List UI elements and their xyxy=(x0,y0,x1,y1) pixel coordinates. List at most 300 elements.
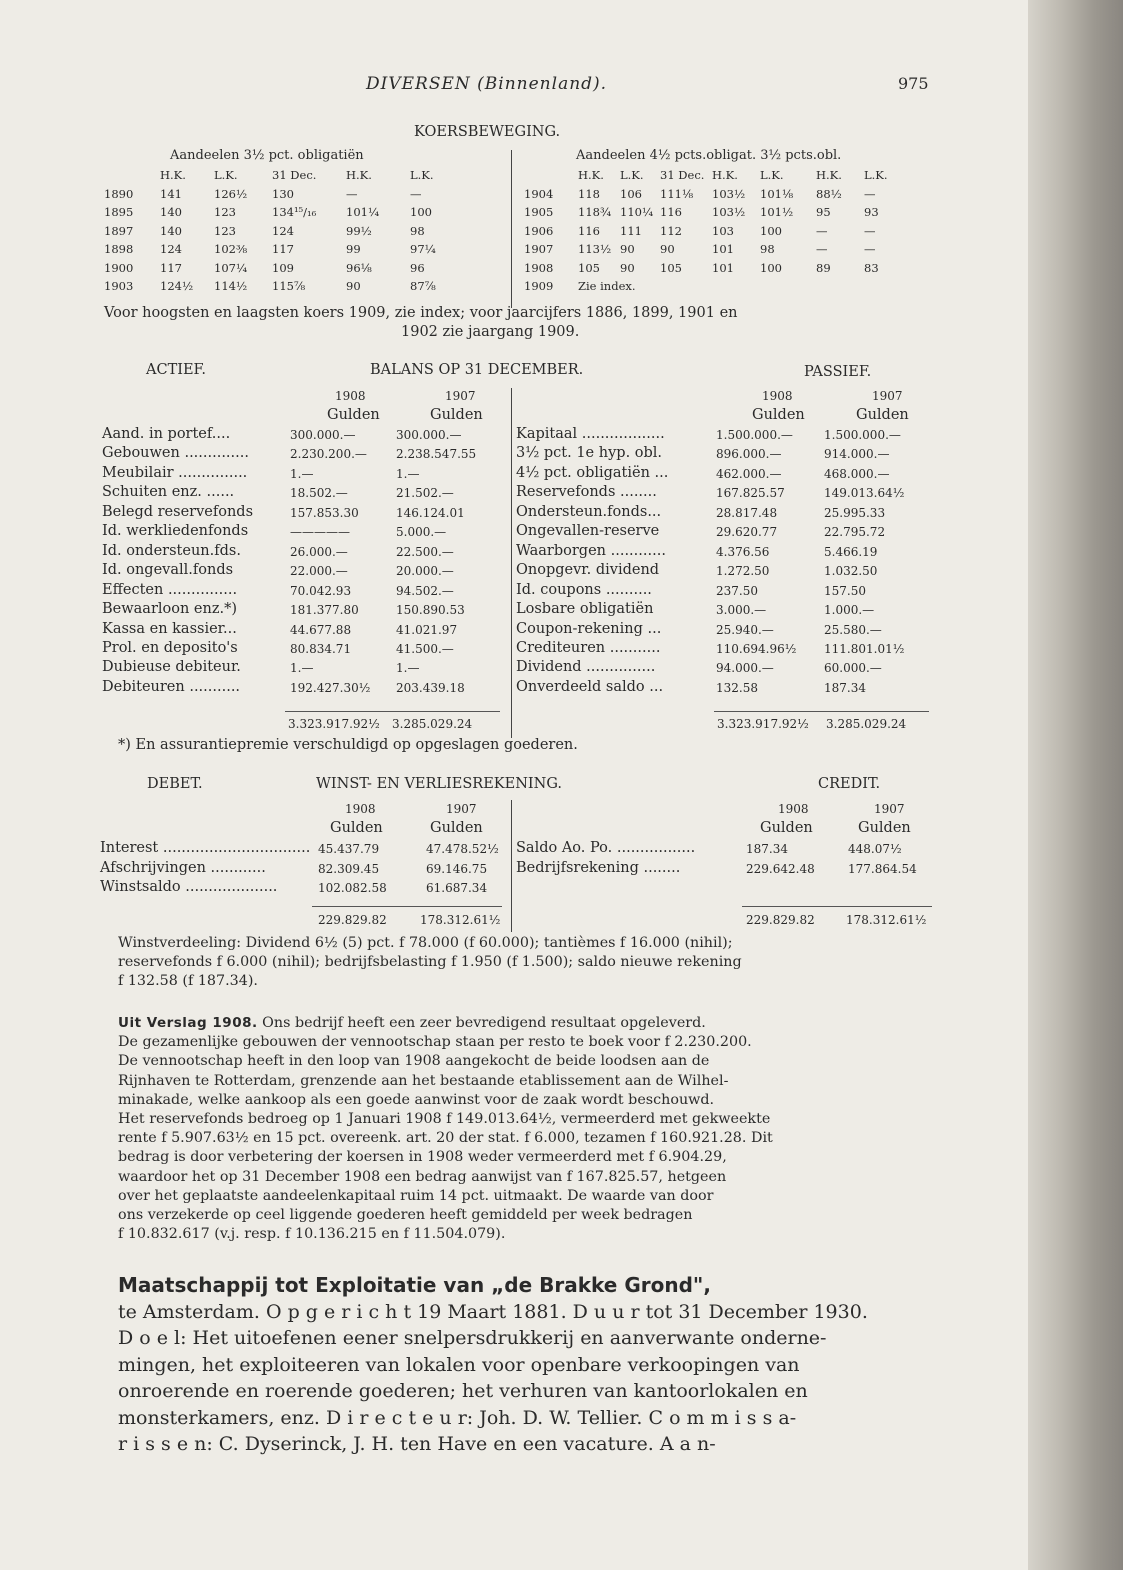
koers-cell: 101 xyxy=(712,260,734,275)
koers-cell: 88½ xyxy=(816,186,842,201)
col-head: L.K. xyxy=(760,168,784,183)
winst-divider xyxy=(511,800,512,932)
koers-cell: 89 xyxy=(816,260,831,275)
page-number: 975 xyxy=(898,74,929,93)
winst-year-2: 1907 xyxy=(446,802,477,816)
koers-title: KOERSBEWEGING. xyxy=(414,124,561,140)
balans-total-right-1908: 3.323.917.92½ xyxy=(717,717,809,731)
ledger-row xyxy=(516,840,936,860)
koers-note-1: Voor hoogsten en laagsten koers 1909, zie index; voor jaarcijfers 1886, 1899, 1901 en xyxy=(104,305,738,321)
ledger-value-1907: 149.013.64½ xyxy=(824,486,905,501)
koers-cell: 101½ xyxy=(760,205,794,220)
ledger-label: Crediteuren ........... xyxy=(516,639,661,656)
winst-title: WINST- EN VERLIESREKENING. xyxy=(316,776,562,792)
koers-row xyxy=(524,240,904,259)
col-head: H.K. xyxy=(816,168,842,183)
ledger-value-1907: 300.000.— xyxy=(396,428,462,442)
text-line: bedrag is door verbetering der koersen in 1908 weder vermeerderd met f 6.904.29, xyxy=(118,1149,727,1166)
koers-cell: 1906 xyxy=(524,223,554,238)
ledger-row xyxy=(516,562,936,582)
ledger-row xyxy=(516,621,936,641)
koers-row xyxy=(104,185,460,204)
ledger-row xyxy=(102,640,507,660)
koers-cell: 117 xyxy=(160,260,182,275)
balans-unit-r1: Gulden xyxy=(752,407,805,423)
ledger-row xyxy=(102,621,507,641)
koers-cell: 87⅞ xyxy=(410,279,436,294)
ledger-label: Winstsaldo .................... xyxy=(100,879,278,895)
koers-cell: 90 xyxy=(620,260,635,275)
koers-cell: 140 xyxy=(160,223,182,238)
balans-unit-1: Gulden xyxy=(327,407,380,423)
balans-footnote: *) En assurantiepremie verschuldigd op opgeslagen goederen. xyxy=(118,737,578,753)
koers-right-head: Aandeelen 4½ pcts.obligat. 3½ pcts.obl. xyxy=(576,148,842,163)
ledger-value-1908: ————— xyxy=(290,525,350,540)
balans-year-r2: 1907 xyxy=(872,389,903,403)
koers-cell: 103½ xyxy=(712,186,746,201)
koers-cell: 105 xyxy=(660,260,682,275)
koers-right-table xyxy=(524,166,904,296)
text-line: f 10.832.617 (v.j. resp. f 10.136.215 en f 11.504.079). xyxy=(118,1226,506,1243)
balans-title: BALANS OP 31 DECEMBER. xyxy=(370,362,584,378)
koers-left-head: Aandeelen 3½ pct. obligatiën xyxy=(170,148,364,163)
ledger-value-1907: 41.021.97 xyxy=(396,622,458,637)
ledger-label: 4½ pct. obligatiën ... xyxy=(516,464,669,481)
text-line: De vennootschap heeft in den loop van 1908 aangekocht de beide loodsen aan de xyxy=(118,1053,710,1070)
ledger-value-1907: 468.000.— xyxy=(824,466,890,481)
col-head: H.K. xyxy=(160,168,186,183)
balans-year-1: 1908 xyxy=(335,389,366,403)
ledger-value-1908: 237.50 xyxy=(716,583,758,598)
ledger-value-1907: 1.500.000.— xyxy=(824,428,901,442)
ledger-value-1908: 192.427.30½ xyxy=(290,680,371,695)
ledger-label: Coupon-rekening ... xyxy=(516,620,662,637)
ledger-label: Bewaarloon enz.*) xyxy=(102,601,237,618)
ledger-label: Kassa en kassier... xyxy=(102,620,237,637)
koers-cell: 126½ xyxy=(214,186,248,201)
koers-cell: 1900 xyxy=(104,260,134,275)
ledger-value-1908: 2.230.200.— xyxy=(290,447,367,462)
winst-total-rule-right xyxy=(742,906,932,907)
ledger-label: Waarborgen ............ xyxy=(516,542,666,559)
ledger-value-1907: 41.500.— xyxy=(396,641,454,656)
ledger-value-1908: 3.000.— xyxy=(716,603,767,618)
ledger-value-1908: 45.437.79 xyxy=(318,842,380,856)
ledger-value-1907: 22.500.— xyxy=(396,544,454,559)
ledger-value-1908: 80.834.71 xyxy=(290,641,352,656)
ledger-label: Effecten ............... xyxy=(102,581,238,598)
text-line: mingen, het exploiteeren van lokalen voor openbare verkoopingen van xyxy=(118,1353,800,1376)
col-head: H.K. xyxy=(346,168,372,183)
text-line: De gezamenlijke gebouwen der vennootschap staan per resto te boek voor f 2.230.200. xyxy=(118,1034,752,1051)
ledger-row xyxy=(102,601,507,621)
koers-cell: 117 xyxy=(272,242,294,257)
ledger-value-1907: 146.124.01 xyxy=(396,505,465,520)
ledger-label: Kapitaal .................. xyxy=(516,426,665,442)
ledger-row xyxy=(102,484,507,504)
running-header xyxy=(0,74,1028,98)
text-line: waardoor het op 31 December 1908 een bedrag aanwijst van f 167.825.57, hetgeen xyxy=(118,1168,727,1185)
koers-cell: 124 xyxy=(272,223,294,238)
koers-cell: 1898 xyxy=(104,242,134,257)
ledger-value-1908: 1.272.50 xyxy=(716,564,770,579)
ledger-value-1907: 203.439.18 xyxy=(396,680,465,695)
ledger-value-1908: 25.940.— xyxy=(716,622,774,637)
ledger-row xyxy=(102,543,507,563)
ledger-value-1908: 187.34 xyxy=(746,842,788,856)
ledger-row xyxy=(516,582,936,602)
balans-total-rule-right xyxy=(714,711,929,712)
ledger-value-1908: 157.853.30 xyxy=(290,505,359,520)
ledger-label: Schuiten enz. ...... xyxy=(102,484,235,501)
ledger-value-1907: 20.000.— xyxy=(396,564,454,579)
koers-cell: 100 xyxy=(410,205,432,220)
koers-row xyxy=(524,222,904,241)
ledger-label: Aand. in portef.... xyxy=(102,426,231,442)
koers-cell: 90 xyxy=(660,242,675,257)
text-line: over het geplaatste aandeelenkapitaal ruim 14 pct. uitmaakt. De waarde van door xyxy=(118,1187,714,1204)
balans-unit-2: Gulden xyxy=(430,407,483,423)
ledger-value-1907: 157.50 xyxy=(824,583,866,598)
ledger-value-1908: 26.000.— xyxy=(290,544,348,559)
ledger-value-1908: 1.— xyxy=(290,661,314,676)
text-line: Winstverdeeling: Dividend 6½ (5) pct. f 78.000 (f 60.000); tantièmes f 16.000 (nihil); xyxy=(118,935,733,951)
text-line: ons verzekerde op ceel liggende goederen heeft gemiddeld per week bedragen xyxy=(118,1207,693,1224)
company-name: Maatschappij tot Exploitatie van „de Brakke Grond", xyxy=(118,1273,711,1297)
book-binding-edge xyxy=(1028,0,1123,1570)
text-line: te Amsterdam. O p g e r i c h t 19 Maart 1881. D u u r tot 31 December 1930. xyxy=(118,1300,868,1323)
koers-cell: 93 xyxy=(864,205,879,220)
ledger-value-1908: 229.642.48 xyxy=(746,861,815,876)
koers-row xyxy=(524,277,904,296)
ledger-label: Afschrijvingen ............ xyxy=(100,859,266,876)
company-section xyxy=(118,1272,934,1458)
koers-row xyxy=(104,203,460,222)
ledger-row xyxy=(516,601,936,621)
ledger-label: Losbare obligatiën xyxy=(516,601,654,618)
ledger-row xyxy=(516,523,936,543)
ledger-row xyxy=(102,465,507,485)
ledger-row xyxy=(100,860,505,880)
ledger-label: Ongevallen-reserve xyxy=(516,523,660,540)
ledger-label: Interest ................................ xyxy=(100,840,311,856)
col-head: L.K. xyxy=(410,168,434,183)
ledger-row xyxy=(516,465,936,485)
balans-total-right-1907: 3.285.029.24 xyxy=(826,717,907,731)
text-line: minakade, welke aankoop als een goede aanwinst voor de zaak wordt beschouwd. xyxy=(118,1091,715,1108)
ledger-row xyxy=(516,445,936,465)
ledger-value-1908: 94.000.— xyxy=(716,661,774,676)
ledger-value-1907: 177.864.54 xyxy=(848,861,917,876)
koers-cell: 96 xyxy=(410,260,425,275)
koers-cell: 123 xyxy=(214,223,236,238)
text-line: monsterkamers, enz. D i r e c t e u r: Joh. D. W. Tellier. C o m m i s s a- xyxy=(118,1406,797,1429)
ledger-row xyxy=(516,640,936,660)
ledger-label: Id. coupons .......... xyxy=(516,581,652,598)
koers-cell: 118¾ xyxy=(578,205,612,220)
winst-total-left-1907: 178.312.61½ xyxy=(420,913,501,927)
ledger-label: Dividend ............... xyxy=(516,659,656,676)
winst-unit-r1: Gulden xyxy=(760,820,813,836)
koers-cell: 1907 xyxy=(524,242,554,257)
koers-cell: 105 xyxy=(578,260,600,275)
koers-row xyxy=(104,222,460,241)
koers-cell: 90 xyxy=(346,279,361,294)
ledger-row xyxy=(100,840,505,860)
ledger-row xyxy=(516,426,936,446)
koers-cell: 1903 xyxy=(104,279,134,294)
ledger-value-1907: 2.238.547.55 xyxy=(396,447,477,462)
ledger-label: Onverdeeld saldo ... xyxy=(516,678,664,695)
winst-unit-1: Gulden xyxy=(330,820,383,836)
ledger-row xyxy=(102,582,507,602)
ledger-value-1907: 47.478.52½ xyxy=(426,842,499,856)
koers-cell: 124 xyxy=(160,242,182,257)
koers-cell: 103½ xyxy=(712,205,746,220)
koers-cell: 95 xyxy=(816,205,831,220)
ledger-value-1908: 44.677.88 xyxy=(290,622,352,637)
ledger-row xyxy=(102,426,507,446)
text-line: reservefonds f 6.000 (nihil); bedrijfsbelasting f 1.950 (f 1.500); saldo nieuwe rekening xyxy=(118,954,742,971)
text-line: Rijnhaven te Rotterdam, grenzende aan het bestaande etablissement aan de Wilhel- xyxy=(118,1072,729,1089)
ledger-row xyxy=(102,562,507,582)
ledger-value-1907: 1.032.50 xyxy=(824,564,878,579)
col-head: 31 Dec. xyxy=(660,168,705,183)
text-line: onroerende en roerende goederen; het verhuren van kantoorlokalen en xyxy=(118,1380,808,1402)
koers-row xyxy=(524,185,904,204)
koers-cell: 1890 xyxy=(104,186,134,201)
koers-cell: 140 xyxy=(160,205,182,220)
ledger-value-1907: 60.000.— xyxy=(824,661,882,676)
koers-cell: 110¼ xyxy=(620,205,654,220)
koers-cell: 111 xyxy=(620,223,642,238)
koers-cell: — xyxy=(864,186,876,201)
ledger-label: Dubieuse debiteur. xyxy=(102,659,241,676)
ledger-value-1908: 181.377.80 xyxy=(290,603,359,618)
winst-total-rule-left xyxy=(312,906,502,907)
ledger-row xyxy=(102,445,507,465)
ledger-label: Prol. en deposito's xyxy=(102,639,238,656)
ledger-value-1908: 18.502.— xyxy=(290,486,348,501)
koers-note-2: 1902 zie jaargang 1909. xyxy=(401,324,580,340)
koers-cell: 98 xyxy=(760,242,775,257)
koers-cell xyxy=(864,277,904,296)
koers-cell: 1908 xyxy=(524,260,554,275)
ledger-value-1907: 448.07½ xyxy=(848,842,902,856)
ledger-value-1907: 5.000.— xyxy=(396,525,447,540)
koers-cell: 97¼ xyxy=(410,242,436,257)
text-line: f 132.58 (f 187.34). xyxy=(118,973,258,990)
koers-cell: 123 xyxy=(214,205,236,220)
koers-cell: — xyxy=(864,223,876,238)
koers-row xyxy=(104,259,460,278)
ledger-label: Saldo Ao. Po. ................. xyxy=(516,840,696,856)
text-line: D o e l: Het uitoefenen eener snelpersdrukkerij en aanverwante onderne- xyxy=(118,1327,827,1349)
ledger-value-1907: 25.580.— xyxy=(824,622,882,637)
winst-debet-title: DEBET. xyxy=(147,776,203,792)
balans-total-left-1908: 3.323.917.92½ xyxy=(288,717,380,731)
header-title: DIVERSEN (Binnenland). xyxy=(366,74,608,94)
koers-cell: — xyxy=(816,223,828,238)
koers-row xyxy=(104,277,460,296)
balans-actief-title: ACTIEF. xyxy=(146,362,206,378)
ledger-value-1908: 462.000.— xyxy=(716,466,782,481)
koers-cell: 101 xyxy=(712,242,734,257)
ledger-label: Gebouwen .............. xyxy=(102,445,249,462)
ledger-row xyxy=(516,860,936,880)
ledger-value-1907: 25.995.33 xyxy=(824,505,886,520)
balans-year-2: 1907 xyxy=(445,389,476,403)
col-head: L.K. xyxy=(864,168,888,183)
koers-cell: 1909 xyxy=(524,279,554,294)
ledger-row xyxy=(516,679,936,699)
ledger-value-1908: 132.58 xyxy=(716,680,758,695)
koers-cell: — xyxy=(410,186,422,201)
ledger-label: Id. werkliedenfonds xyxy=(102,523,249,540)
ledger-row xyxy=(102,679,507,699)
ledger-value-1908: 28.817.48 xyxy=(716,505,778,520)
koers-cell: 116 xyxy=(660,205,682,220)
koers-cell: 1905 xyxy=(524,205,554,220)
balans-total-left-1907: 3.285.029.24 xyxy=(392,717,473,731)
koers-cell: 1897 xyxy=(104,223,134,238)
winstverdeeling xyxy=(118,934,930,992)
koers-cell: 96⅛ xyxy=(346,260,372,275)
ledger-value-1907: 5.466.19 xyxy=(824,544,878,559)
ledger-row xyxy=(516,659,936,679)
ledger-row xyxy=(516,484,936,504)
koers-cell: 113½ xyxy=(578,242,612,257)
ledger-value-1907: 111.801.01½ xyxy=(824,641,905,656)
ledger-value-1908: 4.376.56 xyxy=(716,544,770,559)
text-line: rente f 5.907.63½ en 15 pct. overeenk. art. 20 der stat. f 6.000, tezamen f 160.921.28. Dit xyxy=(118,1130,773,1147)
ledger-row xyxy=(100,879,505,899)
koers-cell: 1895 xyxy=(104,205,134,220)
koers-cell: 114½ xyxy=(214,279,248,294)
koers-cell: 106 xyxy=(620,186,642,201)
koers-cell: 83 xyxy=(864,260,879,275)
verslag-label: Uit Verslag 1908. xyxy=(118,1015,258,1031)
koers-cell: 130 xyxy=(272,186,294,201)
ledger-label: Id. ondersteun.fds. xyxy=(102,542,241,559)
balans-total-rule-left xyxy=(285,711,500,712)
ledger-row xyxy=(102,504,507,524)
ledger-value-1908: 29.620.77 xyxy=(716,525,778,540)
ledger-value-1908: 102.082.58 xyxy=(318,881,387,895)
koers-cell: 98 xyxy=(410,223,425,238)
koers-cell: 141 xyxy=(160,186,182,201)
koers-cell: 100 xyxy=(760,223,782,238)
ledger-value-1907: 21.502.— xyxy=(396,486,454,501)
text-line: Het reservefonds bedroeg op 1 Januari 1908 f 149.013.64½, vermeerderd met gekweekte xyxy=(118,1111,771,1128)
ledger-value-1908: 300.000.— xyxy=(290,428,356,442)
koers-divider xyxy=(511,150,512,308)
koers-cell: — xyxy=(346,186,358,201)
ledger-value-1908: 82.309.45 xyxy=(318,861,380,876)
ledger-value-1907: 22.795.72 xyxy=(824,525,886,540)
koers-cell: 115⅞ xyxy=(272,279,306,294)
koers-left-subhead xyxy=(104,166,460,185)
balans-divider xyxy=(511,388,512,738)
koers-cell: 101⅛ xyxy=(760,186,794,201)
winst-credit-title: CREDIT. xyxy=(818,776,881,792)
ledger-value-1907: 94.502.— xyxy=(396,583,454,598)
text-line: Ons bedrijf heeft een zeer bevredigend resultaat opgeleverd. xyxy=(262,1015,706,1031)
winst-unit-2: Gulden xyxy=(430,820,483,836)
col-head: L.K. xyxy=(620,168,644,183)
ledger-value-1907: 187.34 xyxy=(824,680,866,695)
koers-cell: 102⅜ xyxy=(214,242,248,257)
koers-cell: 134¹⁵/₁₆ xyxy=(272,205,317,220)
col-head: 31 Dec. xyxy=(272,168,317,183)
koers-left-table xyxy=(104,166,460,296)
ledger-label: Belegd reservefonds xyxy=(102,503,254,520)
ledger-row xyxy=(516,543,936,563)
koers-cell: — xyxy=(864,242,876,257)
koers-row xyxy=(524,203,904,222)
ledger-value-1908: 1.— xyxy=(290,466,314,481)
koers-cell: 99 xyxy=(346,242,361,257)
ledger-row xyxy=(516,504,936,524)
koers-cell: 112 xyxy=(660,223,682,238)
ledger-label: 3½ pct. 1e hyp. obl. xyxy=(516,445,663,462)
ledger-label: Onopgevr. dividend xyxy=(516,562,660,579)
ledger-row xyxy=(102,523,507,543)
ledger-value-1908: 896.000.— xyxy=(716,447,782,462)
koers-cell: 124½ xyxy=(160,279,194,294)
ledger-value-1908: 167.825.57 xyxy=(716,486,785,501)
koers-cell: 100 xyxy=(760,260,782,275)
koers-cell: 111⅛ xyxy=(660,186,694,201)
winst-year-1: 1908 xyxy=(345,802,376,816)
koers-cell: 101¼ xyxy=(346,205,380,220)
winst-total-right-1907: 178.312.61½ xyxy=(846,913,927,927)
ledger-value-1907: 61.687.34 xyxy=(426,881,488,895)
ledger-label: Meubilair ............... xyxy=(102,464,248,481)
ledger-value-1908: 22.000.— xyxy=(290,564,348,579)
koers-cell: 1904 xyxy=(524,186,554,201)
col-head: H.K. xyxy=(712,168,738,183)
koers-cell: 107¼ xyxy=(214,260,248,275)
ledger-value-1907: 69.146.75 xyxy=(426,861,488,876)
col-head: H.K. xyxy=(578,168,604,183)
text-line: r i s s e n: C. Dyserinck, J. H. ten Have en een vacature. A a n- xyxy=(118,1433,716,1455)
koers-row xyxy=(524,259,904,278)
koers-cell: — xyxy=(816,242,828,257)
winst-year-r2: 1907 xyxy=(874,802,905,816)
koers-right-subhead xyxy=(524,166,904,185)
koers-cell: 103 xyxy=(712,223,734,238)
ledger-value-1907: 1.— xyxy=(396,661,420,676)
ledger-row xyxy=(102,659,507,679)
koers-cell: 90 xyxy=(620,242,635,257)
ledger-value-1907: 914.000.— xyxy=(824,447,890,462)
balans-unit-r2: Gulden xyxy=(856,407,909,423)
ledger-value-1908: 110.694.96½ xyxy=(716,641,797,656)
winst-total-right-1908: 229.829.82 xyxy=(746,913,815,927)
ledger-value-1907: 1.000.— xyxy=(824,603,875,618)
winst-year-r1: 1908 xyxy=(778,802,809,816)
ledger-value-1908: 1.500.000.— xyxy=(716,428,793,442)
koers-cell: Zie index. xyxy=(578,279,636,294)
balans-passief-title: PASSIEF. xyxy=(804,364,872,380)
winst-unit-r2: Gulden xyxy=(858,820,911,836)
ledger-label: Reservefonds ........ xyxy=(516,484,657,501)
ledger-label: Ondersteun.fonds... xyxy=(516,503,662,520)
koers-row xyxy=(104,240,460,259)
verslag-paragraph xyxy=(118,1014,930,1244)
ledger-label: Id. ongevall.fonds xyxy=(102,562,234,579)
